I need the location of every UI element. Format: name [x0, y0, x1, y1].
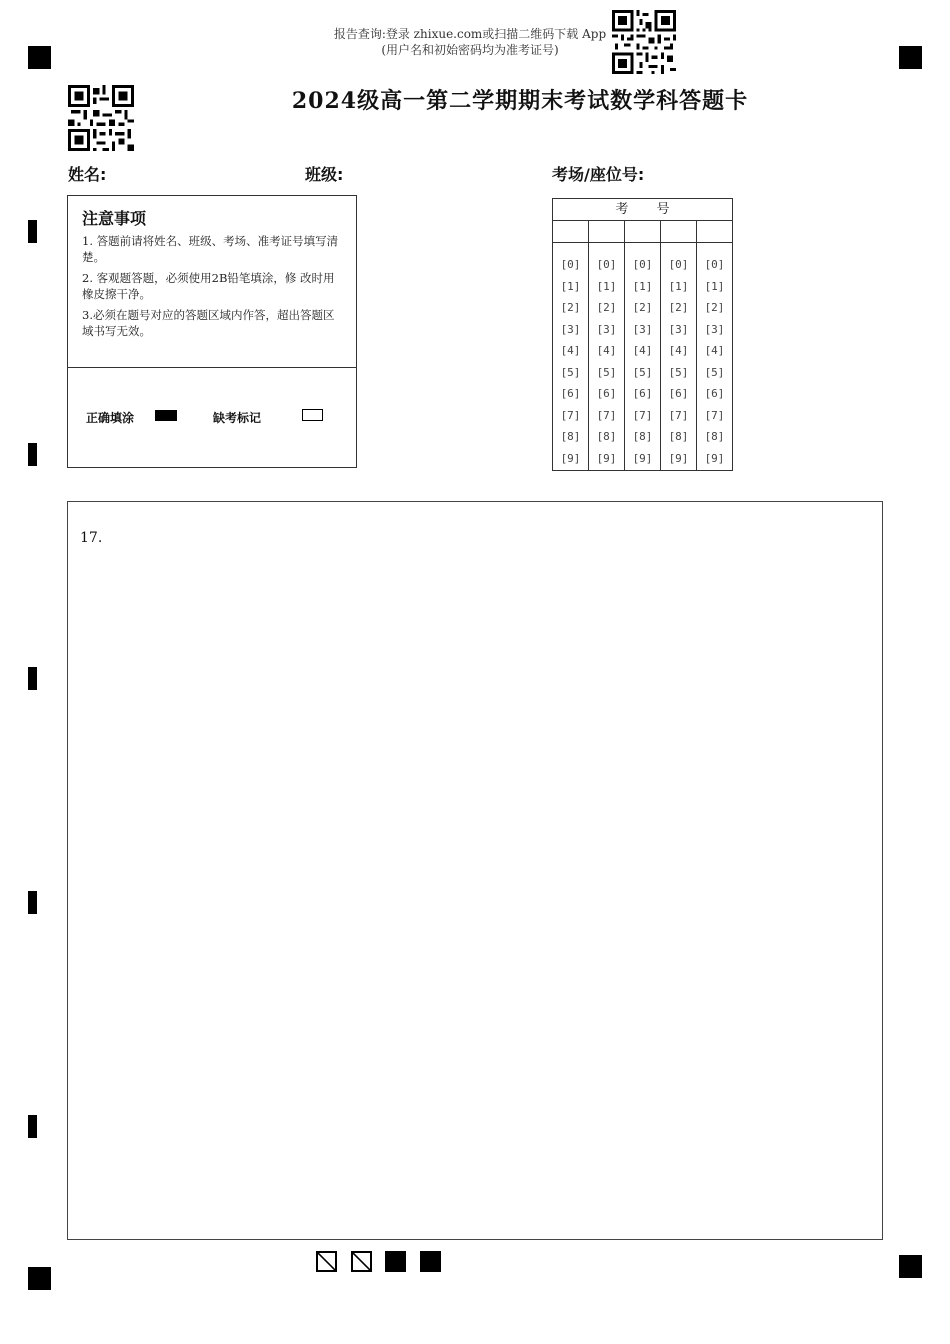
side-mark-4 — [28, 891, 37, 914]
exam-id-digit-bubble[interactable]: [8] — [668, 430, 689, 443]
exam-id-digit-bubble[interactable]: [1] — [704, 279, 725, 293]
exam-id-digit-bubble[interactable]: [8] — [560, 430, 581, 443]
exam-id-write-cell[interactable] — [625, 221, 660, 243]
room-seat-label: 考场/座位号: — [552, 165, 645, 184]
exam-id-digit-bubble[interactable]: [4] — [596, 344, 617, 357]
exam-id-digit-bubble[interactable]: [3] — [704, 322, 725, 336]
side-mark-2 — [28, 443, 37, 466]
app-qr-code — [612, 10, 676, 74]
exam-id-digit-bubble[interactable]: [0] — [596, 258, 617, 271]
notice-instructions — [68, 196, 356, 368]
name-label: 姓名: — [68, 165, 107, 184]
exam-id-write-cell[interactable] — [661, 221, 696, 243]
exam-id-digit-bubble[interactable]: [9] — [704, 451, 725, 465]
correct-fill-label: 正确填涂 — [86, 411, 135, 425]
exam-id-bubbles — [589, 243, 624, 469]
page-mark-crossed-2 — [351, 1251, 372, 1272]
exam-id-digit-bubble[interactable]: [2] — [668, 301, 689, 314]
exam-id-column — [697, 221, 732, 470]
correct-fill-sample — [155, 410, 177, 421]
exam-id-digit-bubble[interactable]: [5] — [632, 365, 653, 379]
exam-id-digit-bubble[interactable]: [2] — [704, 301, 725, 314]
exam-id-digit-bubble[interactable]: [3] — [632, 322, 653, 336]
exam-id-digit-bubble[interactable]: [5] — [560, 365, 581, 379]
exam-id-digit-bubble[interactable]: [6] — [596, 387, 617, 400]
exam-id-digit-bubble[interactable]: [0] — [632, 258, 653, 271]
exam-id-digit-bubble[interactable]: [7] — [560, 408, 581, 422]
exam-id-digit-bubble[interactable]: [3] — [596, 322, 617, 336]
question-number: 17. — [80, 530, 103, 546]
exam-id-write-cell[interactable] — [553, 221, 588, 243]
exam-id-digit-bubble[interactable]: [7] — [632, 408, 653, 422]
exam-id-column — [625, 221, 661, 470]
exam-id-digit-bubble[interactable]: [6] — [704, 387, 725, 400]
notice-item-3: 3.必须在题号对应的答题区域内作答，超出答题区域书写无效。 — [82, 308, 335, 338]
exam-id-digit-bubble[interactable]: [9] — [668, 451, 689, 465]
exam-id-digit-bubble[interactable]: [4] — [560, 344, 581, 357]
exam-id-digit-bubble[interactable]: [0] — [704, 258, 725, 271]
exam-id-digit-bubble[interactable]: [9] — [632, 451, 653, 465]
page-mark-solid-2 — [420, 1251, 441, 1272]
exam-id-digit-bubble[interactable]: [9] — [596, 451, 617, 465]
exam-id-column — [589, 221, 625, 470]
exam-id-bubbles — [625, 243, 660, 469]
exam-id-digit-bubble[interactable]: [4] — [632, 344, 653, 357]
class-label: 班级: — [305, 165, 344, 184]
exam-id-digit-bubble[interactable]: [0] — [560, 258, 581, 271]
exam-id-digit-bubble[interactable]: [3] — [668, 322, 689, 336]
exam-id-digit-bubble[interactable]: [9] — [560, 451, 581, 465]
exam-id-column — [661, 221, 697, 470]
report-hint-line1: 报告查询:登录 zhixue.com或扫描二维码下载 App — [333, 27, 607, 41]
notice-title: 注意事项 — [82, 209, 147, 228]
exam-id-digit-bubble[interactable]: [3] — [560, 322, 581, 336]
exam-id-digit-bubble[interactable]: [1] — [596, 279, 617, 293]
exam-id-digit-bubble[interactable]: [1] — [632, 279, 653, 293]
report-hint-line2: (用户名和初始密码均为准考证号) — [381, 43, 559, 57]
exam-id-digit-bubble[interactable]: [2] — [596, 301, 617, 314]
exam-id-grid — [552, 198, 733, 471]
notice-item-1: 1. 答题前请将姓名、班级、考场、准考证号填写清楚。 — [82, 234, 339, 264]
exam-id-digit-bubble[interactable]: [6] — [632, 387, 653, 400]
exam-id-bubbles — [661, 243, 696, 469]
exam-id-digit-bubble[interactable]: [5] — [704, 365, 725, 379]
timing-mark-top-right — [899, 46, 922, 69]
answer-area-17[interactable] — [67, 501, 883, 1240]
exam-id-bubbles — [697, 243, 732, 469]
timing-mark-bottom-right — [899, 1255, 922, 1278]
page-mark-crossed-1 — [316, 1251, 337, 1272]
exam-id-digit-bubble[interactable]: [4] — [704, 344, 725, 357]
exam-id-digit-bubble[interactable]: [5] — [596, 365, 617, 379]
exam-id-digit-bubble[interactable]: [0] — [668, 258, 689, 271]
exam-id-bubbles — [553, 243, 588, 469]
exam-id-digit-bubble[interactable]: [7] — [704, 408, 725, 422]
page-title: 2024级高一第二学期期末考试数学科答题卡 — [291, 88, 749, 114]
student-qr-code — [68, 85, 134, 151]
exam-id-digit-bubble[interactable]: [5] — [668, 365, 689, 379]
side-mark-3 — [28, 667, 37, 690]
exam-id-column — [553, 221, 589, 470]
exam-id-digit-bubble[interactable]: [1] — [668, 279, 689, 293]
exam-id-digit-bubble[interactable]: [2] — [560, 301, 581, 314]
exam-id-write-cell[interactable] — [697, 221, 732, 243]
exam-id-digit-bubble[interactable]: [8] — [632, 430, 653, 443]
exam-id-digit-bubble[interactable]: [1] — [560, 279, 581, 293]
exam-id-digit-bubble[interactable]: [6] — [560, 387, 581, 400]
exam-id-digit-bubble[interactable]: [7] — [596, 408, 617, 422]
exam-id-write-cell[interactable] — [589, 221, 624, 243]
exam-id-columns — [553, 221, 732, 470]
timing-mark-bottom-left — [28, 1267, 51, 1290]
absent-mark-checkbox[interactable] — [302, 409, 323, 421]
page-mark-solid-1 — [385, 1251, 406, 1272]
notice-item-2: 2. 客观题答题，必须使用2B铅笔填涂，修 改时用橡皮擦干净。 — [82, 271, 335, 301]
exam-id-header: 考 号 — [553, 199, 732, 221]
side-mark-5 — [28, 1115, 37, 1138]
exam-id-digit-bubble[interactable]: [7] — [668, 408, 689, 422]
timing-mark-top-left — [28, 46, 51, 69]
exam-id-digit-bubble[interactable]: [8] — [596, 430, 617, 443]
notice-box — [67, 195, 357, 468]
exam-id-digit-bubble[interactable]: [6] — [668, 387, 689, 400]
exam-id-digit-bubble[interactable]: [8] — [704, 430, 725, 443]
exam-id-digit-bubble[interactable]: [2] — [632, 301, 653, 314]
side-mark-1 — [28, 220, 37, 243]
exam-id-digit-bubble[interactable]: [4] — [668, 344, 689, 357]
absent-mark-label: 缺考标记 — [213, 411, 262, 425]
